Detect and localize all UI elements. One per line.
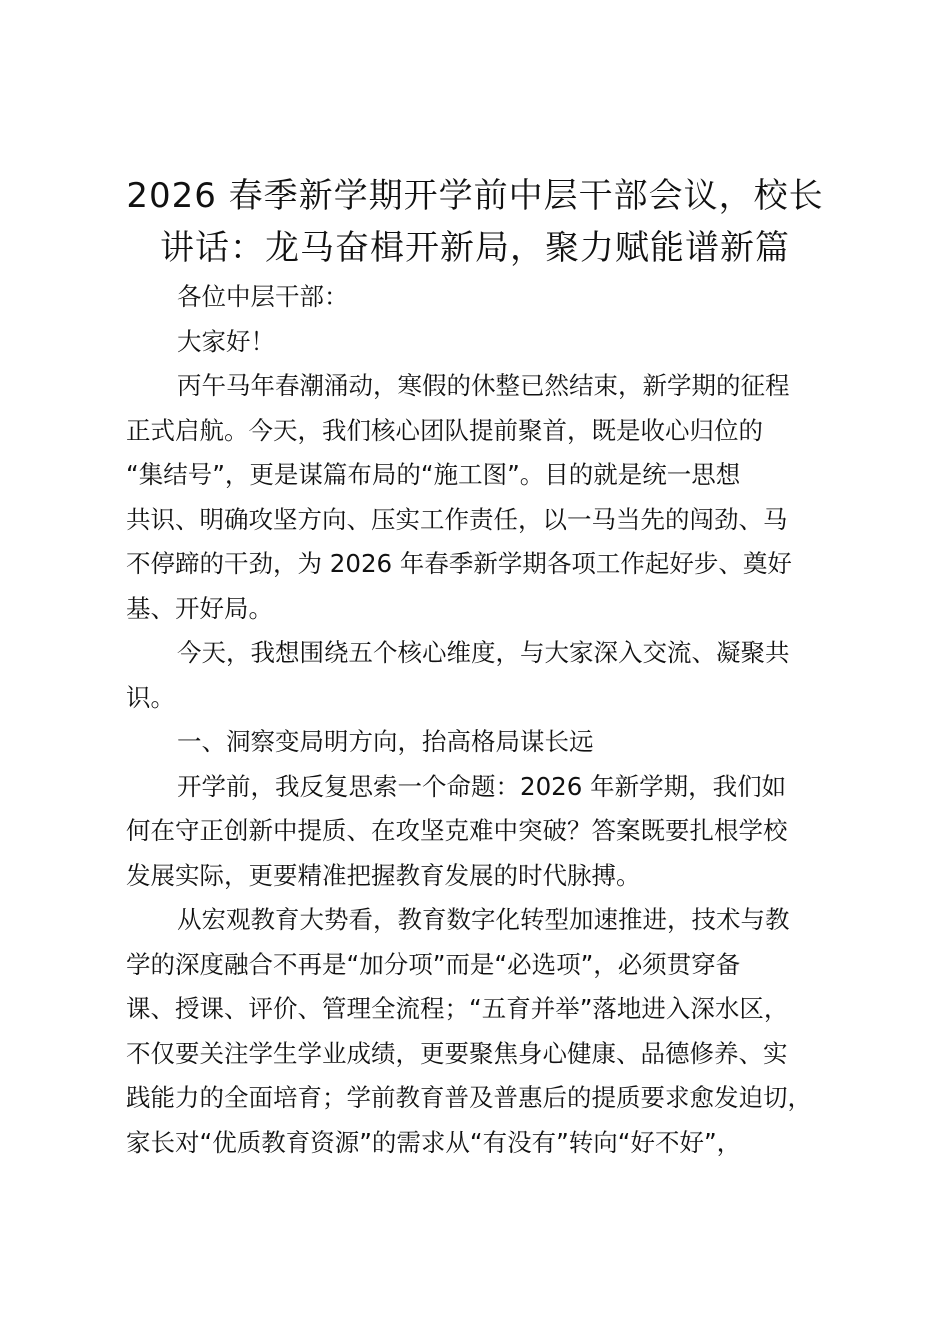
title-line-2: 讲话：龙马奋楫开新局，聚力赋能谱新篇	[160, 228, 790, 268]
text-line: 正式启航。今天，我们核心团队提前聚首，既是收心归位的	[126, 415, 763, 445]
document-title	[110, 170, 840, 274]
text-line: 从宏观教育大势看，教育数字化转型加速推进，技术与教	[177, 905, 790, 934]
text-line: 不停蹄的干劲，为 2026 年春季新学期各项工作起好步、奠好	[126, 549, 792, 578]
text-line: 不仅要关注学生学业成绩，更要聚焦身心健康、品德修养、实	[126, 1038, 788, 1068]
text-line: 基、开好局。	[126, 593, 273, 623]
text-line: 丙午马年春潮涌动，寒假的休整已然结束，新学期的征程	[177, 371, 790, 400]
text-line: 开学前，我反复思索一个命题：2026 年新学期，我们如	[177, 771, 787, 801]
text-line: “集结号”，更是谋篇布局的“施工图”。目的就是统一思想	[126, 460, 741, 489]
text-line: 课、授课、评价、管理全流程；“五育并举”落地进入深水区，	[126, 994, 789, 1023]
text-line: 家长对“优质教育资源”的需求从“有没有”转向“好不好”，	[126, 1127, 742, 1157]
title-line-1: 2026 春季新学期开学前中层干部会议，校长	[126, 176, 824, 216]
text-line: 今天，我想围绕五个核心维度，与大家深入交流、凝聚共	[177, 638, 790, 667]
text-line: 识。	[126, 682, 175, 712]
text-line: 大家好！	[177, 326, 275, 356]
text-line: 践能力的全面培育；学前教育普及普惠后的提质要求愈发迫切，	[126, 1083, 812, 1112]
text-line: 发展实际，更要精准把握教育发展的时代脉搏。	[126, 860, 641, 890]
text-line: 各位中层干部：	[177, 282, 349, 311]
text-line: 学的深度融合不再是“加分项”而是“必选项”，必须贯穿备	[126, 949, 741, 979]
document-body	[126, 275, 836, 1165]
text-line: 共识、明确攻坚方向、压实工作责任，以一马当先的闯劲、马	[126, 504, 788, 534]
text-line: 何在守正创新中提质、在攻坚克难中突破？答案既要扎根学校	[126, 816, 788, 845]
text-line: 一、洞察变局明方向，抬高格局谋长远	[177, 727, 594, 756]
